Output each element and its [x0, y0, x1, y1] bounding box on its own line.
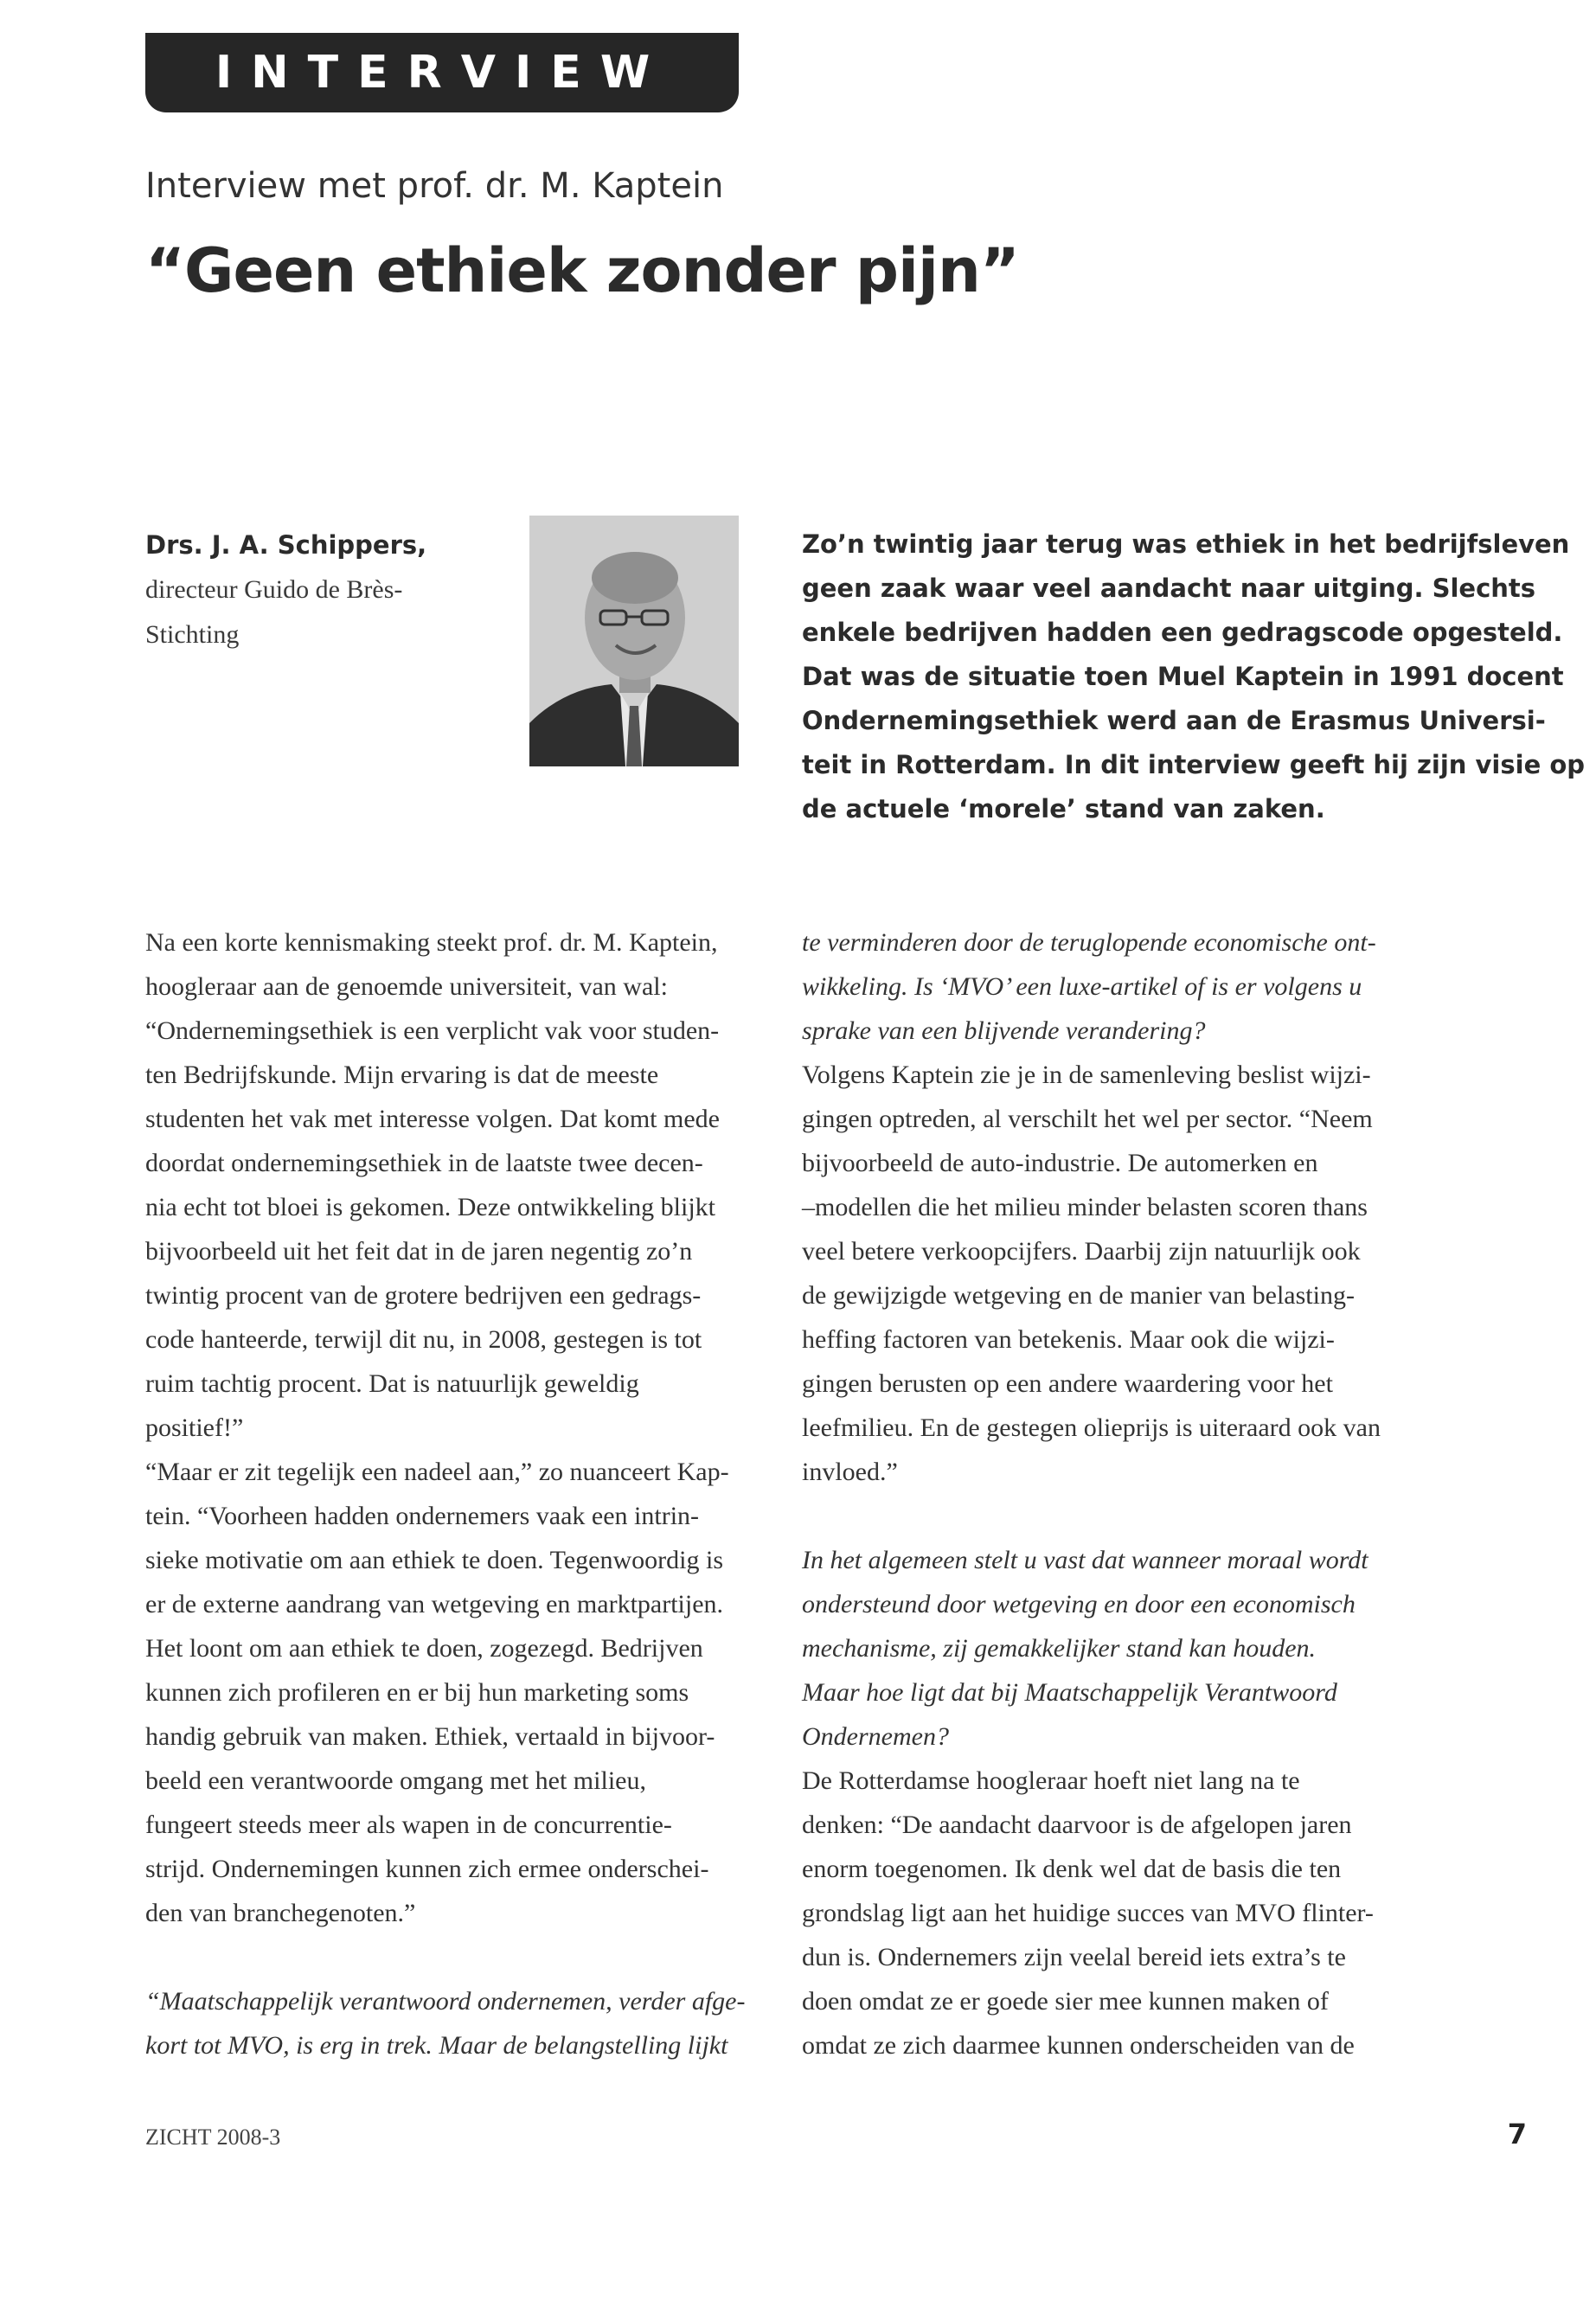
author-role-line: Stichting: [145, 620, 240, 649]
text-line: invloed.”: [802, 1458, 898, 1486]
text-line: de gewijzigde wetgeving en de manier van belasting-: [802, 1281, 1355, 1310]
text-line: “Ondernemingsethiek is een verplicht vak voor studen-: [145, 1016, 720, 1045]
text-line: omdat ze zich daarmee kunnen onderscheiden van de: [802, 2031, 1355, 2060]
text-line: strijd. Ondernemingen kunnen zich ermee onderschei-: [145, 1855, 709, 1883]
text-line: Maar hoe ligt dat bij Maatschappelijk Verantwoord: [802, 1678, 1337, 1707]
body-column-left: [145, 920, 803, 2067]
text-line: Ondernemen?: [802, 1722, 949, 1751]
text-line: code hanteerde, terwijl dit nu, in 2008, gestegen is tot: [145, 1325, 702, 1354]
text-line: bijvoorbeeld uit het feit dat in de jaren negentig zo’n: [145, 1237, 693, 1266]
text-line: De Rotterdamse hoogleraar hoeft niet lang na te: [802, 1766, 1300, 1795]
intro-line: Ondernemingsethiek werd aan de Erasmus Universi-: [802, 706, 1546, 735]
question-paragraph: [802, 1538, 1459, 1759]
portrait-photo: [529, 516, 739, 766]
text-line: ondersteund door wetgeving en door een economisch: [802, 1590, 1356, 1618]
text-line: Na een korte kennismaking steekt prof. dr. M. Kaptein,: [145, 928, 718, 957]
portrait-illustration: [529, 516, 739, 766]
intro-line: enkele bedrijven hadden een gedragscode opgesteld.: [802, 618, 1563, 647]
paragraph: [802, 1053, 1459, 1494]
text-line: hoogleraar aan de genoemde universiteit, van wal:: [145, 972, 668, 1001]
author-role: [145, 567, 422, 657]
text-line: doordat ondernemingsethiek in de laatste twee decen-: [145, 1149, 703, 1177]
text-line: enorm toegenomen. Ik denk wel dat de basis die ten: [802, 1855, 1342, 1883]
article-title: “Geen ethiek zonder pijn”: [145, 235, 1019, 306]
text-line: In het algemeen stelt u vast dat wanneer moraal wordt: [802, 1546, 1368, 1574]
text-line: heffing factoren van betekenis. Maar ook die wijzi-: [802, 1325, 1335, 1354]
text-line: “Maar er zit tegelijk een nadeel aan,” zo nuanceert Kap-: [145, 1458, 729, 1486]
text-line: leefmilieu. En de gestegen olieprijs is uiteraard ook van: [802, 1413, 1381, 1442]
text-line: mechanisme, zij gemakkelijker stand kan houden.: [802, 1634, 1317, 1663]
paragraph: [145, 920, 803, 1450]
text-line: positief!”: [145, 1413, 244, 1442]
body-column-right: [802, 920, 1459, 2067]
intro-line: geen zaak waar veel aandacht naar uitging. Slechts: [802, 574, 1536, 603]
text-line: –modellen die het milieu minder belasten scoren thans: [802, 1193, 1368, 1221]
intro-line: de actuele ‘morele’ stand van zaken.: [802, 794, 1325, 824]
text-line: denken: “De aandacht daarvoor is de afgelopen jaren: [802, 1811, 1352, 1839]
text-line: kunnen zich profileren en er bij hun marketing soms: [145, 1678, 689, 1707]
author-role-line: directeur Guido de Brès-: [145, 575, 403, 604]
text-line: veel betere verkoopcijfers. Daarbij zijn natuurlijk ook: [802, 1237, 1361, 1266]
text-line: Volgens Kaptein zie je in de samenleving beslist wijzi-: [802, 1061, 1371, 1089]
text-line: wikkeling. Is ‘MVO’ een luxe-artikel of is er volgens u: [802, 972, 1362, 1001]
text-line: bijvoorbeeld de auto-industrie. De automerken en: [802, 1149, 1318, 1177]
section-tab: INTERVIEW: [145, 33, 739, 112]
text-line: sieke motivatie om aan ethiek te doen. Tegenwoordig is: [145, 1546, 723, 1574]
text-line: gingen berusten op een andere waardering voor het: [802, 1369, 1333, 1398]
text-line: nia echt tot bloei is gekomen. Deze ontwikkeling blijkt: [145, 1193, 716, 1221]
text-line: Het loont om aan ethiek te doen, zogezegd. Bedrijven: [145, 1634, 703, 1663]
text-line: beeld een verantwoorde omgang met het milieu,: [145, 1766, 646, 1795]
text-line: twintig procent van de grotere bedrijven een gedrags-: [145, 1281, 702, 1310]
text-line: grondslag ligt aan het huidige succes van MVO flinter-: [802, 1899, 1374, 1927]
text-line: er de externe aandrang van wetgeving en marktpartijen.: [145, 1590, 724, 1618]
paragraph-gap: [145, 1935, 803, 1979]
text-line: “Maatschappelijk verantwoord ondernemen, verder afge-: [145, 1987, 746, 2016]
intro-line: teit in Rotterdam. In dit interview geeft hij zijn visie op: [802, 750, 1586, 779]
text-line: ruim tachtig procent. Dat is natuurlijk geweldig: [145, 1369, 639, 1398]
intro-paragraph: [802, 522, 1586, 831]
text-line: studenten het vak met interesse volgen. Dat komt mede: [145, 1105, 720, 1133]
text-line: gingen optreden, al verschilt het wel per sector. “Neem: [802, 1105, 1373, 1133]
text-line: den van branchegenoten.”: [145, 1899, 416, 1927]
paragraph-gap: [802, 1494, 1459, 1538]
text-line: fungeert steeds meer als wapen in de concurrentie-: [145, 1811, 672, 1839]
text-line: handig gebruik van maken. Ethiek, vertaald in bijvoor-: [145, 1722, 715, 1751]
intro-line: Zo’n twintig jaar terug was ethiek in het bedrijfsleven: [802, 529, 1570, 559]
paragraph: [145, 1450, 803, 1935]
intro-line: Dat was de situatie toen Muel Kaptein in 1991 docent: [802, 662, 1564, 691]
text-line: sprake van een blijvende verandering?: [802, 1016, 1206, 1045]
author-block: [145, 522, 426, 657]
paragraph: [802, 1759, 1459, 2067]
page-number: 7: [1507, 2118, 1527, 2150]
text-line: dun is. Ondernemers zijn veelal bereid iets extra’s te: [802, 1943, 1346, 1971]
text-line: doen omdat ze er goede sier mee kunnen maken of: [802, 1987, 1329, 2016]
text-line: te verminderen door de teruglopende economische ont-: [802, 928, 1376, 957]
question-paragraph: [145, 1979, 803, 2067]
article-subtitle: Interview met prof. dr. M. Kaptein: [145, 166, 724, 206]
publication-footer: ZICHT 2008-3: [145, 2125, 281, 2150]
question-paragraph: [802, 920, 1459, 1053]
text-line: kort tot MVO, is erg in trek. Maar de belangstelling lijkt: [145, 2031, 728, 2060]
author-name: Drs. J. A. Schippers,: [145, 530, 427, 560]
text-line: ten Bedrijfskunde. Mijn ervaring is dat de meeste: [145, 1061, 659, 1089]
text-line: tein. “Voorheen hadden ondernemers vaak een intrin-: [145, 1502, 700, 1530]
